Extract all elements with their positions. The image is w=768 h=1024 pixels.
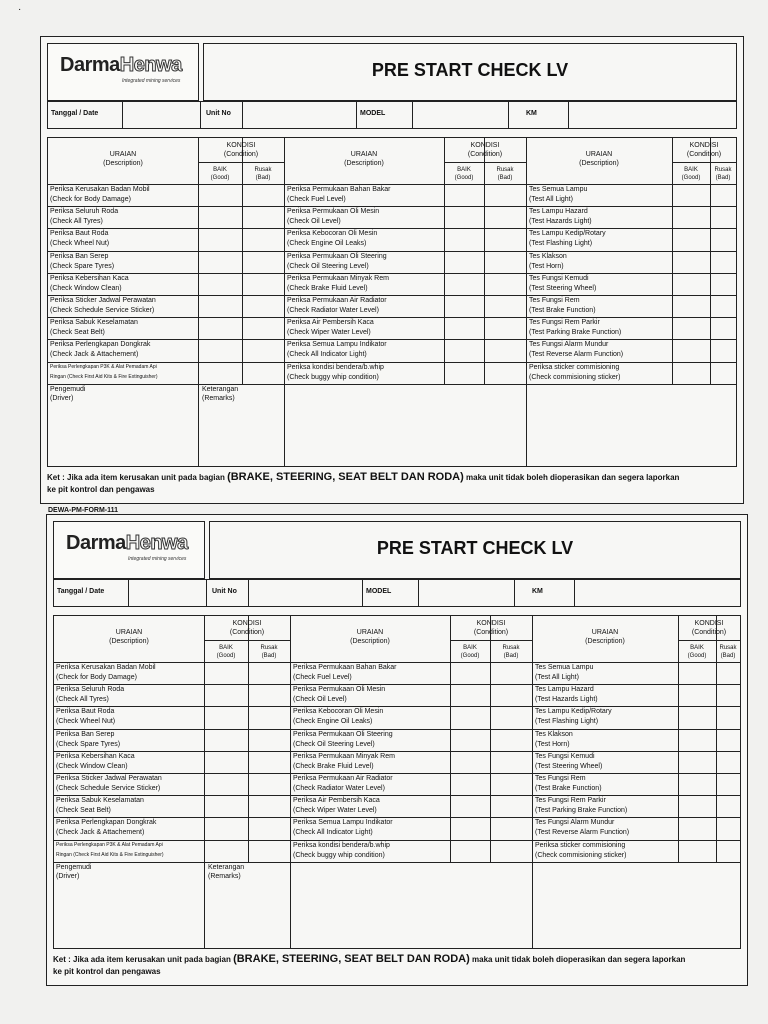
kondisi-header: KONDISI: [470, 142, 500, 149]
pre-start-form-1: [40, 36, 744, 504]
check-item-desc: (Check Radiator Water Level): [287, 307, 379, 314]
remarks-label-en: (Remarks): [208, 872, 241, 880]
check-item-desc: (Check for Body Damage): [56, 674, 137, 681]
form-title: PRE START CHECK LV: [376, 538, 574, 558]
check-item-name: Periksa Kebocoran Oli Mesin: [293, 708, 384, 716]
condition-header: (Condition): [467, 151, 503, 158]
check-item-name: Periksa Seluruh Roda: [56, 686, 125, 694]
check-item-name: Periksa Perlengkapan Dongkrak: [50, 341, 151, 349]
check-item-desc: (Check Schedule Service Sticker): [50, 307, 155, 314]
check-item-desc: (Check for Body Damage): [50, 196, 131, 203]
kondisi-header: KONDISI: [226, 142, 256, 149]
check-item-desc: (Test Steering Wheel): [529, 284, 597, 292]
condition-header: (Condition): [229, 629, 265, 636]
check-item-name: Periksa Semua Lampu Indikator: [293, 819, 393, 827]
check-item-name: Periksa Sabuk Keselamatan: [56, 797, 144, 805]
condition-header: (Condition): [691, 629, 727, 636]
check-item-name: Periksa Seluruh Roda: [50, 208, 119, 216]
check-item-desc: (Check Brake Fluid Level): [287, 284, 368, 292]
check-item-desc: (Check All Indicator Light): [293, 829, 373, 837]
description-header: (Description): [103, 160, 143, 167]
check-item-desc: (Check Fuel Level): [287, 196, 346, 203]
good-header: (Good): [681, 175, 701, 181]
bad-header: (Bad): [255, 175, 271, 181]
check-item-name: Periksa Kebersihan Kaca: [56, 752, 135, 760]
uraian-header: URAIAN: [585, 151, 613, 158]
check-item-desc: (Test All Light): [535, 674, 579, 681]
check-item-name: Periksa sticker commisioning: [535, 841, 626, 849]
form-title: PRE START CHECK LV: [371, 60, 569, 80]
unit-label: Unit No: [206, 110, 231, 117]
check-item-desc: (Check Spare Tyres): [56, 740, 121, 748]
check-item-desc: (Check Wiper Water Level): [287, 329, 371, 337]
check-item-desc: (Check commisioning sticker): [535, 851, 627, 859]
check-item-name: Periksa Perlengkapan P3K & Alat Pemadam Api: [50, 363, 157, 370]
check-item-name: Periksa Sticker Jadwal Perawatan: [50, 297, 156, 304]
check-item-desc: (Check Engine Oil Leaks): [293, 718, 373, 726]
check-item-desc: (Check Oil Level): [287, 218, 341, 226]
check-item-desc: (Check All Tyres): [56, 696, 109, 704]
check-item-desc: (Check Radiator Water Level): [293, 785, 385, 792]
good-header: (Good): [454, 175, 474, 181]
description-header: (Description): [585, 638, 625, 645]
check-item-name: Tes Fungsi Rem: [529, 297, 580, 304]
date-label: Tanggal / Date: [57, 588, 105, 595]
check-item-desc: (Test All Light): [529, 196, 573, 203]
check-item-name: Periksa Permukaan Minyak Rem: [293, 752, 395, 760]
rusak-header: Rusak: [260, 645, 278, 651]
check-item-desc: (Check Seat Belt): [50, 329, 105, 337]
info-row: [47, 101, 737, 129]
check-item-name: Periksa Kerusakan Badan Mobil: [50, 186, 150, 193]
check-item-name: Periksa Air Pembersih Kaca: [293, 797, 380, 805]
check-item-desc: (Check Schedule Service Sticker): [56, 785, 161, 792]
check-item-name: Periksa Sabuk Keselamatan: [50, 319, 138, 327]
check-item-name: Periksa Ban Serep: [56, 730, 115, 738]
bad-header: (Bad): [497, 175, 513, 181]
check-item-desc: (Test Parking Brake Function): [535, 807, 628, 815]
check-item-name: Tes Fungsi Alarm Mundur: [529, 341, 609, 349]
rusak-header: Rusak: [496, 167, 514, 173]
remarks-label-en: (Remarks): [202, 394, 235, 402]
check-item-desc: (Check Wheel Nut): [56, 718, 116, 726]
bad-header: (Bad): [715, 175, 731, 181]
check-item-name: Tes Klakson: [529, 252, 567, 260]
baik-header: BAIK: [463, 645, 477, 651]
km-label: KM: [526, 110, 537, 117]
check-item-desc: (Check All Tyres): [50, 218, 103, 226]
check-item-desc: (Check Jack & Attachement): [50, 351, 139, 359]
rusak-header: Rusak: [254, 167, 272, 173]
remarks-label: Keterangan: [202, 385, 239, 393]
check-item-desc: (Check Wheel Nut): [50, 240, 110, 248]
check-item-desc: (Check commisioning sticker): [529, 373, 621, 381]
check-item-desc: (Check buggy whip condition): [287, 373, 379, 381]
kondisi-header: KONDISI: [476, 620, 506, 627]
checklist-table: [47, 137, 737, 467]
rusak-header: Rusak: [502, 645, 520, 651]
check-item-desc: (Check Seat Belt): [56, 807, 111, 815]
baik-header: BAIK: [684, 167, 698, 173]
checklist-table: [53, 615, 741, 949]
check-item-desc: (Check Window Clean): [56, 762, 128, 770]
check-item-desc: (Check Spare Tyres): [50, 262, 115, 270]
check-item-name: Tes Lampu Kedip/Rotary: [529, 230, 606, 238]
check-item-desc: (Check Window Clean): [50, 284, 122, 292]
km-label: KM: [532, 588, 543, 595]
form-header: [53, 521, 741, 585]
good-header: (Good): [460, 653, 480, 659]
check-item-desc: (Check Oil Level): [293, 696, 347, 704]
check-item-desc: (Test Reverse Alarm Function): [529, 351, 624, 359]
check-item-name: Tes Fungsi Alarm Mundur: [535, 819, 615, 827]
check-item-name: Periksa Sticker Jadwal Perawatan: [56, 775, 162, 782]
kondisi-header: KONDISI: [232, 620, 262, 627]
check-item-name: Periksa Permukaan Air Radiator: [287, 297, 387, 304]
check-item-name: Periksa Kerusakan Badan Mobil: [56, 664, 156, 671]
check-item-desc: (Check Jack & Attachement): [56, 829, 145, 837]
description-header: (Description): [579, 160, 619, 167]
check-item-name: Periksa Permukaan Bahan Bakar: [293, 664, 397, 671]
baik-header: BAIK: [219, 645, 233, 651]
model-label: MODEL: [366, 588, 392, 595]
baik-header: BAIK: [213, 167, 227, 173]
check-item-desc: (Check Oil Steering Level): [293, 740, 375, 748]
good-header: (Good): [687, 653, 707, 659]
check-item-name: Periksa Permukaan Minyak Rem: [287, 274, 389, 282]
check-item-name: Periksa Permukaan Air Radiator: [293, 775, 393, 782]
date-label: Tanggal / Date: [51, 110, 99, 117]
driver-label: Pengemudi: [56, 863, 92, 871]
check-item-name: Periksa kondisi bendera/b.whip: [293, 841, 390, 849]
check-item-name: Periksa Baut Roda: [56, 708, 115, 716]
check-item-desc: (Test Parking Brake Function): [529, 329, 622, 337]
remarks-label: Keterangan: [208, 863, 245, 871]
kondisi-header: KONDISI: [694, 620, 724, 627]
condition-header: (Condition): [223, 151, 259, 158]
good-header: (Good): [210, 175, 230, 181]
check-item-desc: (Test Horn): [535, 740, 570, 748]
uraian-header: URAIAN: [356, 629, 384, 636]
check-item-name: Periksa Perlengkapan Dongkrak: [56, 819, 157, 827]
model-label: MODEL: [360, 110, 386, 117]
check-item-name: Periksa Permukaan Bahan Bakar: [287, 186, 391, 193]
check-item-desc: (Test Steering Wheel): [535, 762, 603, 770]
check-item-desc: (Test Flashing Light): [535, 718, 599, 726]
check-item-desc: (Test Hazards Light): [529, 218, 592, 226]
check-item-desc: (Check Wiper Water Level): [293, 807, 377, 815]
check-item-name: Tes Fungsi Rem Parkir: [535, 797, 606, 805]
driver-label-en: (Driver): [50, 394, 74, 402]
check-item-name: Periksa Perlengkapan P3K & Alat Pemadam Api: [56, 841, 163, 848]
check-item-desc: Ringan (Check First Aid Kits & Fire Extinguisher): [50, 373, 158, 380]
check-item-name: Periksa Permukaan Oli Steering: [293, 730, 393, 738]
condition-header: (Condition): [686, 151, 722, 158]
driver-label: Pengemudi: [50, 385, 86, 393]
scan-mark: ·: [18, 4, 22, 15]
check-item-desc: Ringan (Check First Aid Kits & Fire Extinguisher): [56, 851, 164, 858]
unit-label: Unit No: [212, 588, 237, 595]
baik-header: BAIK: [457, 167, 471, 173]
check-item-name: Periksa Kebocoran Oli Mesin: [287, 230, 378, 238]
bad-header: (Bad): [720, 653, 736, 659]
check-item-name: Tes Fungsi Rem: [535, 775, 586, 782]
rusak-header: Rusak: [714, 167, 732, 173]
warning-note: Ket : Jika ada item kerusakan unit pada bagian (BRAKE, STEERING, SEAT BELT DAN RODA) maka unit tidak boleh dioperasikan dan segera laporkan ke pit kontrol dan pengawas: [47, 471, 680, 494]
title-box: [209, 521, 741, 579]
check-item-name: Periksa Baut Roda: [50, 230, 109, 238]
uraian-header: URAIAN: [109, 151, 137, 158]
check-item-desc: (Check Oil Steering Level): [287, 262, 369, 270]
form-code: DEWA-PM-FORM-111: [48, 507, 119, 514]
check-item-name: Periksa Air Pembersih Kaca: [287, 319, 374, 327]
pre-start-form-2: [46, 514, 748, 986]
uraian-header: URAIAN: [115, 629, 143, 636]
info-row: [53, 579, 741, 607]
company-logo: DarmaHenwa Integrated mining services: [47, 43, 199, 101]
check-item-desc: (Check Engine Oil Leaks): [287, 240, 367, 248]
check-item-name: Periksa kondisi bendera/b.whip: [287, 363, 384, 371]
check-item-name: Tes Semua Lampu: [529, 186, 588, 193]
baik-header: BAIK: [690, 645, 704, 651]
uraian-header: URAIAN: [591, 629, 619, 636]
description-header: (Description): [109, 638, 149, 645]
check-item-name: Periksa Semua Lampu Indikator: [287, 341, 387, 349]
check-item-name: Tes Fungsi Rem Parkir: [529, 319, 600, 327]
check-item-name: Tes Fungsi Kemudi: [529, 274, 589, 282]
check-item-desc: (Test Brake Function): [535, 785, 602, 792]
check-item-name: Tes Lampu Hazard: [529, 208, 588, 216]
check-item-name: Tes Semua Lampu: [535, 664, 594, 671]
check-item-name: Periksa Permukaan Oli Mesin: [293, 686, 386, 694]
description-header: (Description): [344, 160, 384, 167]
check-item-desc: (Test Brake Function): [529, 307, 596, 314]
form-header: [47, 43, 737, 107]
check-item-desc: (Test Flashing Light): [529, 240, 593, 248]
kondisi-header: KONDISI: [689, 142, 719, 149]
driver-label-en: (Driver): [56, 872, 80, 880]
good-header: (Good): [216, 653, 236, 659]
check-item-name: Periksa sticker commisioning: [529, 363, 620, 371]
check-item-name: Tes Lampu Hazard: [535, 686, 594, 694]
check-item-desc: (Test Hazards Light): [535, 696, 598, 704]
bad-header: (Bad): [261, 653, 277, 659]
company-logo: DarmaHenwa Integrated mining services: [53, 521, 205, 579]
check-item-name: Tes Lampu Kedip/Rotary: [535, 708, 612, 716]
check-item-desc: (Check Brake Fluid Level): [293, 762, 374, 770]
warning-note: Ket : Jika ada item kerusakan unit pada bagian (BRAKE, STEERING, SEAT BELT DAN RODA) maka unit tidak boleh dioperasikan dan segera laporkan ke pit kontrol dan pengawas: [53, 953, 686, 976]
check-item-desc: (Check buggy whip condition): [293, 851, 385, 859]
description-header: (Description): [350, 638, 390, 645]
check-item-name: Periksa Permukaan Oli Mesin: [287, 208, 380, 216]
check-item-name: Periksa Ban Serep: [50, 252, 109, 260]
check-item-name: Tes Fungsi Kemudi: [535, 752, 595, 760]
check-item-desc: (Check All Indicator Light): [287, 351, 367, 359]
uraian-header: URAIAN: [350, 151, 378, 158]
rusak-header: Rusak: [719, 645, 737, 651]
check-item-desc: (Test Horn): [529, 262, 564, 270]
condition-header: (Condition): [473, 629, 509, 636]
check-item-name: Periksa Permukaan Oli Steering: [287, 252, 387, 260]
check-item-name: Periksa Kebersihan Kaca: [50, 274, 129, 282]
title-box: [203, 43, 737, 101]
bad-header: (Bad): [503, 653, 519, 659]
check-item-desc: (Check Fuel Level): [293, 674, 352, 681]
check-item-desc: (Test Reverse Alarm Function): [535, 829, 630, 837]
check-item-name: Tes Klakson: [535, 730, 573, 738]
